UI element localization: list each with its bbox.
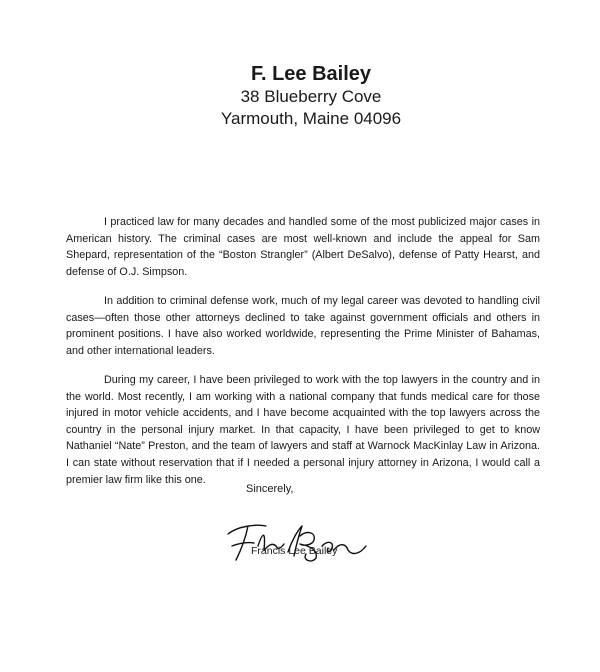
sender-name: F. Lee Bailey [250,63,372,85]
address-line-city: Yarmouth, Maine 04096 [220,109,402,128]
handwritten-signature [222,516,372,566]
letterhead [0,62,600,130]
body-paragraph-3 [66,372,540,488]
body-paragraph-2 [66,293,540,359]
signer-name: Francis Lee Bailey [251,545,338,557]
closing-salutation: Sincerely, [246,483,294,495]
address-line-street: 38 Blueberry Cove [240,87,382,106]
paragraph-text: I practiced law for many decades and handled some of the most publicized major cases in American history. The criminal cases are most well-known and include the appeal for Sam Shepard, representation of the “Boston Strangler” (Albert DeSalvo), defense of Patty Hearst, and defense of O.J. Simpson. [66,216,540,278]
paragraph-text: In addition to criminal defense work, much of my legal career was devoted to handling civil cases—often those other attorneys declined to take against government officials and others in prominent positions. I have also worked worldwide, representing the Prime Minister of Bahamas, and other international leaders. [66,295,540,357]
body-paragraph-1 [66,214,540,280]
paragraph-text: During my career, I have been privileged to work with the top lawyers in the country and in the world. Most recently, I am working with a national company that funds medical care for those injured in motor vehicle accidents, and I have become acquainted with the top lawyers across the country in the personal injury market. In that capacity, I have been privileged to get to know Nathaniel “Nate” Preston, and the team of lawyers and staff at Warnock MacKinlay Law in Arizona. I can state without reservation that if I needed a personal injury attorney in Arizona, I would call a premier law firm like this one. [66,374,540,486]
